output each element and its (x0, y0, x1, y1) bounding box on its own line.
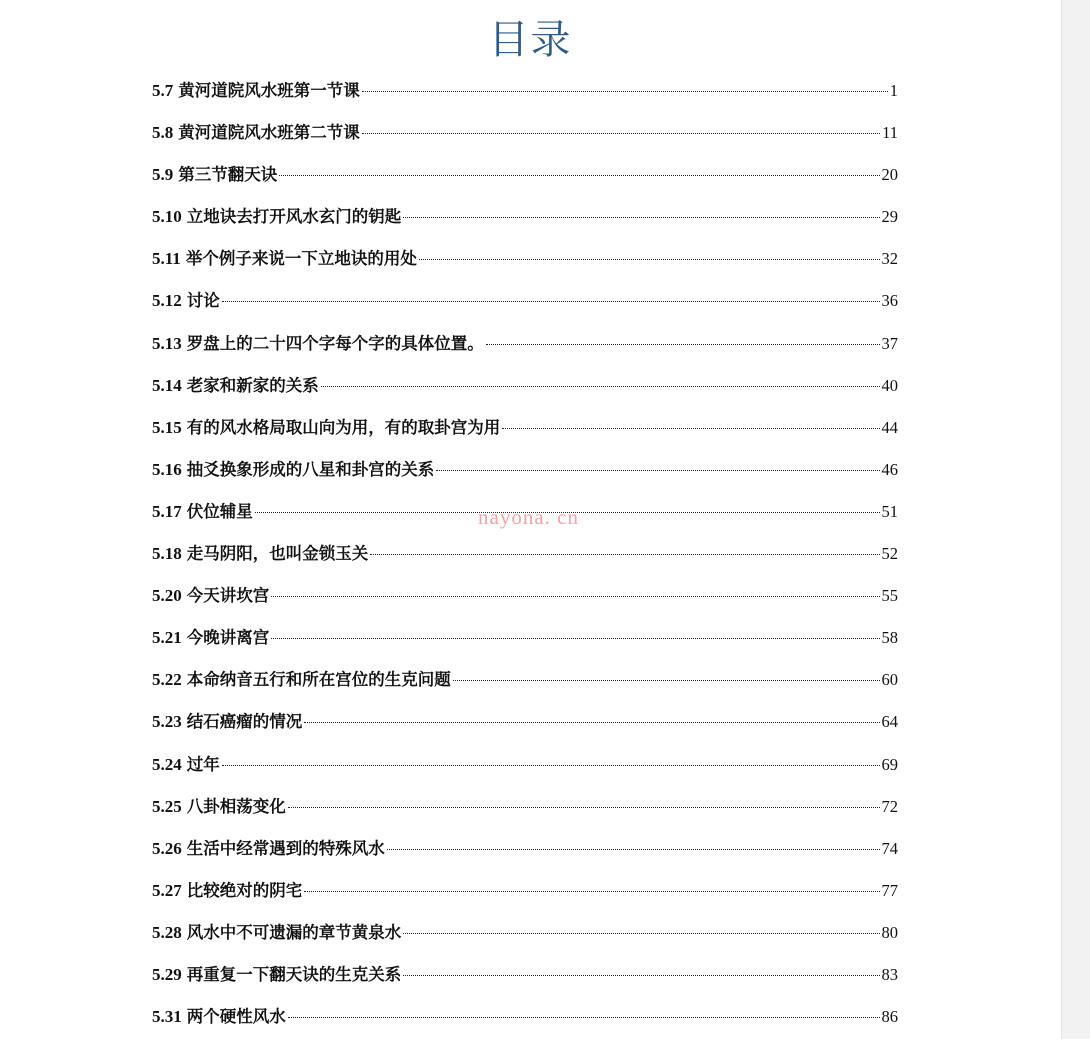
dot-leader (304, 891, 879, 892)
toc-entry-page: 58 (881, 628, 898, 648)
toc-entry-page: 69 (881, 754, 898, 774)
toc-entry-title: 讨论 (186, 291, 220, 311)
toc-entry[interactable] (152, 788, 898, 830)
toc-entry-number: 5.20 (152, 586, 182, 606)
dot-leader (403, 975, 879, 976)
toc-entry-title: 风水中不可遗漏的章节黄泉水 (186, 922, 402, 942)
dot-leader (271, 638, 879, 639)
toc-entry[interactable] (152, 746, 898, 788)
toc-entry-number: 5.25 (152, 796, 182, 816)
toc-entry-title: 罗盘上的二十四个字每个字的具体位置。 (186, 333, 484, 353)
toc-entry-number: 5.18 (152, 544, 182, 564)
dot-leader (370, 554, 879, 555)
toc-entry-page: 29 (881, 207, 898, 227)
toc-entry[interactable] (152, 240, 898, 282)
toc-entry-title: 过年 (186, 754, 220, 774)
toc-entry-page: 60 (881, 670, 898, 690)
toc-entry-number: 5.26 (152, 838, 182, 858)
toc-entry-page: 64 (881, 712, 898, 732)
dot-leader (288, 807, 880, 808)
toc-entry-page: 40 (881, 375, 898, 395)
toc-entry-page: 1 (889, 81, 898, 100)
dot-leader (279, 175, 879, 176)
dot-leader (288, 1017, 880, 1018)
toc-entry-title: 举个例子来说一下立地诀的用处 (185, 249, 417, 269)
toc-entry-number: 5.31 (152, 1007, 182, 1027)
toc-entry-page: 46 (881, 459, 898, 479)
toc-entry[interactable] (152, 703, 898, 745)
toc-entry[interactable] (152, 451, 898, 493)
toc-entry-page: 72 (881, 796, 898, 816)
toc-entry-number: 5.10 (152, 207, 182, 227)
toc-entry-number: 5.27 (152, 880, 182, 900)
toc-entry-number: 5.15 (152, 417, 182, 437)
toc-entry-title: 黄河道院风水班第二节课 (178, 123, 360, 143)
dot-leader (419, 259, 880, 260)
toc-entry-title: 第三节翻天诀 (178, 165, 278, 185)
toc-entry-page: 51 (881, 501, 898, 521)
toc-entry-number: 5.21 (152, 628, 182, 648)
page-title: 目录 (488, 17, 573, 63)
toc-entry-page: 11 (882, 123, 898, 143)
toc-entry[interactable] (152, 577, 898, 619)
toc-entry-title: 八卦相荡变化 (186, 796, 286, 816)
toc-entry-title: 黄河道院风水班第一节课 (178, 81, 360, 100)
toc-entry-number: 5.24 (152, 754, 182, 774)
toc-entry-number: 5.12 (152, 291, 182, 311)
dot-leader (403, 217, 879, 218)
dot-leader (362, 91, 888, 92)
scrollbar-gutter[interactable] (1061, 0, 1090, 1039)
toc-entry-title: 再重复一下翻天诀的生克关系 (186, 964, 402, 984)
toc-entry-title: 比较绝对的阴宅 (186, 880, 303, 900)
toc-entry[interactable] (152, 198, 898, 240)
toc-entry[interactable] (152, 998, 898, 1040)
dot-leader (403, 933, 879, 934)
watermark: nayona. cn (478, 505, 579, 529)
toc-entry[interactable] (152, 72, 898, 114)
dot-leader (271, 596, 879, 597)
toc-entry-title: 老家和新家的关系 (186, 375, 319, 395)
toc-entry[interactable] (152, 830, 898, 872)
toc-entry[interactable] (152, 409, 898, 451)
toc-entry-title: 今天讲坎宫 (186, 586, 270, 606)
toc-entry[interactable] (152, 114, 898, 156)
toc-entry-page: 44 (881, 417, 898, 437)
dot-leader (321, 386, 880, 387)
toc-entry-title: 有的风水格局取山向为用，有的取卦宫为用 (186, 417, 501, 437)
toc-entry-title: 结石癌瘤的情况 (186, 712, 303, 732)
toc-entry-number: 5.29 (152, 964, 182, 984)
dot-leader (304, 722, 879, 723)
toc-entry-page: 32 (881, 249, 898, 269)
toc-entry[interactable] (152, 282, 898, 324)
toc-entry-title: 两个硬性风水 (186, 1007, 286, 1027)
toc-entry-title: 生活中经常遇到的特殊风水 (186, 838, 385, 858)
toc-entry-number: 5.11 (152, 249, 181, 269)
toc-entry-page: 55 (881, 586, 898, 606)
dot-leader (222, 301, 880, 302)
toc-list (152, 72, 898, 1040)
toc-entry-page: 74 (881, 838, 898, 858)
toc-entry-page: 86 (881, 1007, 898, 1027)
toc-entry[interactable] (152, 956, 898, 998)
dot-leader (486, 344, 880, 345)
dot-leader (502, 428, 879, 429)
toc-entry-title: 走马阴阳，也叫金锁玉关 (186, 544, 369, 564)
toc-entry-title: 本命纳音五行和所在宫位的生克问题 (186, 670, 451, 690)
toc-entry-page: 36 (881, 291, 898, 311)
toc-entry[interactable] (152, 914, 898, 956)
toc-entry-number: 5.9 (152, 165, 174, 185)
dot-leader (387, 849, 880, 850)
toc-entry[interactable] (152, 619, 898, 661)
toc-entry-number: 5.14 (152, 375, 182, 395)
toc-entry-page: 20 (881, 165, 898, 185)
dot-leader (222, 765, 880, 766)
toc-entry-title: 立地诀去打开风水玄门的钥匙 (186, 207, 402, 227)
toc-entry[interactable] (152, 661, 898, 703)
toc-entry-number: 5.17 (152, 501, 182, 521)
toc-entry-title: 今晚讲离宫 (186, 628, 270, 648)
toc-entry-number: 5.16 (152, 459, 182, 479)
toc-entry[interactable] (152, 872, 898, 914)
toc-entry[interactable] (152, 156, 898, 198)
toc-entry-number: 5.28 (152, 922, 182, 942)
toc-entry-number: 5.22 (152, 670, 182, 690)
toc-entry-page: 52 (881, 544, 898, 564)
toc-entry[interactable] (152, 535, 898, 577)
toc-entry-number: 5.23 (152, 712, 182, 732)
dot-leader (436, 470, 879, 471)
dot-leader (453, 680, 880, 681)
toc-entry[interactable] (152, 325, 898, 367)
toc-entry[interactable] (152, 367, 898, 409)
toc-entry-page: 37 (881, 333, 898, 353)
toc-entry-number: 5.8 (152, 123, 174, 143)
toc-entry-page: 77 (881, 880, 898, 900)
dot-leader (362, 133, 880, 134)
toc-entry-number: 5.13 (152, 333, 182, 353)
toc-entry-page: 83 (881, 964, 898, 984)
toc-entry-title: 伏位辅星 (186, 501, 253, 521)
toc-entry-number: 5.7 (152, 81, 174, 100)
toc-entry-title: 抽爻换象形成的八星和卦宫的关系 (186, 459, 435, 479)
toc-entry-page: 80 (881, 922, 898, 942)
